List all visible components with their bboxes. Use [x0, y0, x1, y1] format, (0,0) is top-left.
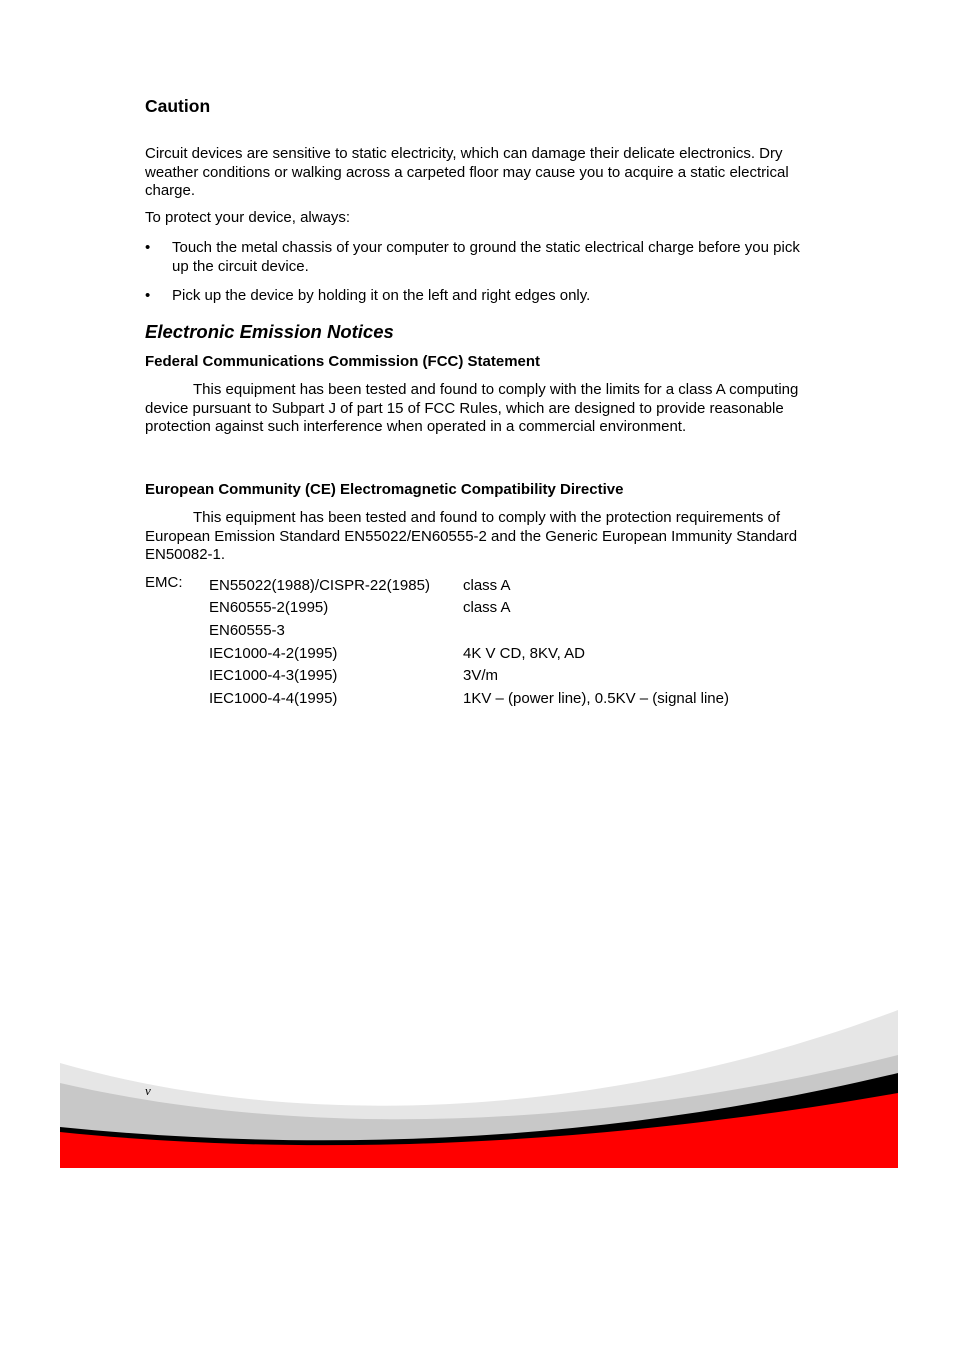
emc-standard: EN55022(1988)/CISPR-22(1985) [209, 577, 430, 594]
emc-standard: IEC1000-4-2(1995) [209, 645, 338, 662]
bullet-icon: • [145, 287, 151, 304]
emc-value: class A [463, 577, 511, 594]
emc-label: EMC: [145, 574, 183, 591]
bullet-icon: • [145, 239, 151, 256]
caution-paragraph: Circuit devices are sensitive to static electricity, which can damage their delicate electronics. Dry weather conditions or walking across a carpeted floor may cause you to acquire a static electrical charge. [145, 145, 789, 199]
list-item [145, 286, 813, 305]
footer-swoosh-graphic [60, 1005, 898, 1168]
emc-value: class A [463, 599, 511, 616]
fcc-heading: Federal Communications Commission (FCC) Statement [145, 353, 541, 370]
list-item [145, 238, 813, 276]
list-item-text: Touch the metal chassis of your computer to ground the static electrical charge before you pick up the circuit device. [172, 239, 800, 275]
emc-standard: IEC1000-4-3(1995) [209, 667, 338, 684]
fcc-paragraph: This equipment has been tested and found to comply with the limits for a class A computing device pursuant to Subpart J of part 15 of FCC Rules, which are designed to provide reasonable protection against such interference when operated in a commercial environment. [145, 381, 799, 435]
emc-value: 1KV – (power line), 0.5KV – (signal line) [463, 690, 729, 707]
ce-paragraph: This equipment has been tested and found to comply with the protection requirements of European Emission Standard EN55022/EN60555-2 and the Generic European Immunity Standard EN50082-1. [145, 509, 798, 563]
emc-standard: EN60555-3 [209, 622, 285, 639]
emc-value: 3V/m [463, 667, 499, 684]
emc-standard: IEC1000-4-4(1995) [209, 690, 338, 707]
emc-value: 4K V CD, 8KV, AD [463, 645, 586, 662]
emission-heading: Electronic Emission Notices [145, 321, 394, 342]
protect-intro: To protect your device, always: [145, 209, 351, 226]
list-item-text: Pick up the device by holding it on the left and right edges only. [172, 287, 591, 304]
emc-standard: EN60555-2(1995) [209, 599, 329, 616]
ce-heading: European Community (CE) Electromagnetic Compatibility Directive [145, 481, 624, 498]
caution-heading: Caution [145, 96, 211, 116]
page-number: v [145, 1083, 151, 1098]
